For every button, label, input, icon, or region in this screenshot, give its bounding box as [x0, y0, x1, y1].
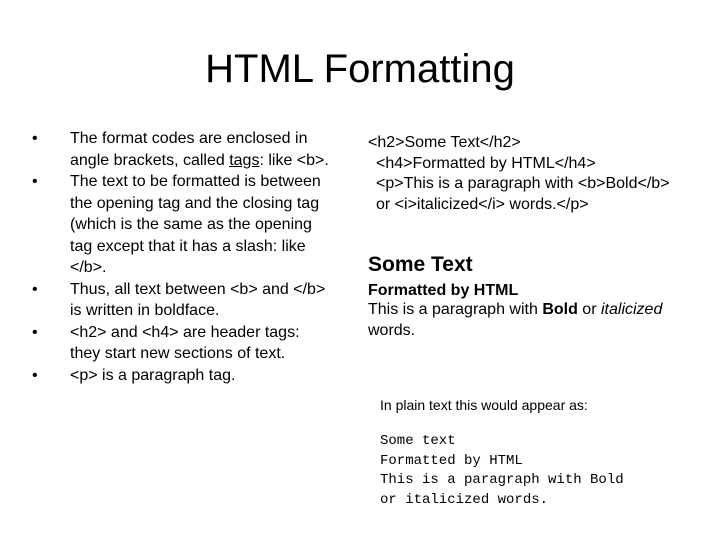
bullet-text: <p> is a paragraph tag.	[70, 366, 236, 384]
bullet-text: The text to be formatted is between the opening tag and the closing tag (which is the same as the opening tag except that it has a slash: like </b>.	[70, 173, 321, 276]
bullet-marker: •	[32, 280, 38, 298]
plain-text-output	[380, 432, 624, 510]
bullet-marker: •	[32, 323, 38, 341]
paragraph-text: words.	[368, 321, 416, 339]
plain-text-label: In plain text this would appear as:	[380, 397, 588, 413]
rendered-paragraph	[368, 300, 713, 341]
rendered-heading-h2: Some Text	[368, 253, 473, 276]
slide-title: HTML Formatting	[205, 47, 515, 91]
bold-word: Bold	[542, 301, 578, 318]
bullet-item	[32, 171, 332, 279]
plain-line: Some text	[380, 433, 456, 449]
rendered-heading-h4: Formatted by HTML	[368, 282, 519, 299]
plain-line: or italicized words.	[380, 491, 549, 508]
paragraph-text: This is a paragraph with	[368, 301, 543, 318]
plain-line: Formatted by HTML	[380, 452, 523, 469]
paragraph-text: or	[577, 301, 601, 318]
bullet-marker: •	[32, 366, 38, 384]
bullet-text: <h2> and <h4> are header tags: they start new sections of text.	[70, 323, 300, 362]
code-line: or <i>italicized</i> words.</p>	[376, 195, 589, 213]
plain-line: This is a paragraph with Bold	[380, 472, 624, 488]
bullet-item	[32, 128, 332, 171]
html-code-example	[368, 133, 713, 215]
tags-term: tags	[229, 151, 260, 169]
bullet-marker: •	[32, 130, 38, 147]
code-line: <p>This is a paragraph with <b>Bold</b>	[376, 175, 670, 192]
bullet-text: Thus, all text between <b> and </b> is written in boldface.	[70, 280, 326, 319]
bullet-item	[32, 279, 332, 322]
code-line: <h2>Some Text</h2>	[368, 134, 521, 151]
bullet-text: : like <b>.	[259, 151, 329, 169]
rendered-example	[368, 252, 713, 341]
italic-word: italicized	[600, 301, 663, 318]
bullet-item	[32, 365, 332, 387]
bullet-item	[32, 322, 332, 365]
bullet-list	[32, 128, 332, 386]
bullet-marker: •	[32, 173, 38, 190]
bullet-text: The format codes are enclosed in angle brackets, called	[70, 130, 308, 169]
code-line: <h4>Formatted by HTML</h4>	[376, 154, 596, 172]
